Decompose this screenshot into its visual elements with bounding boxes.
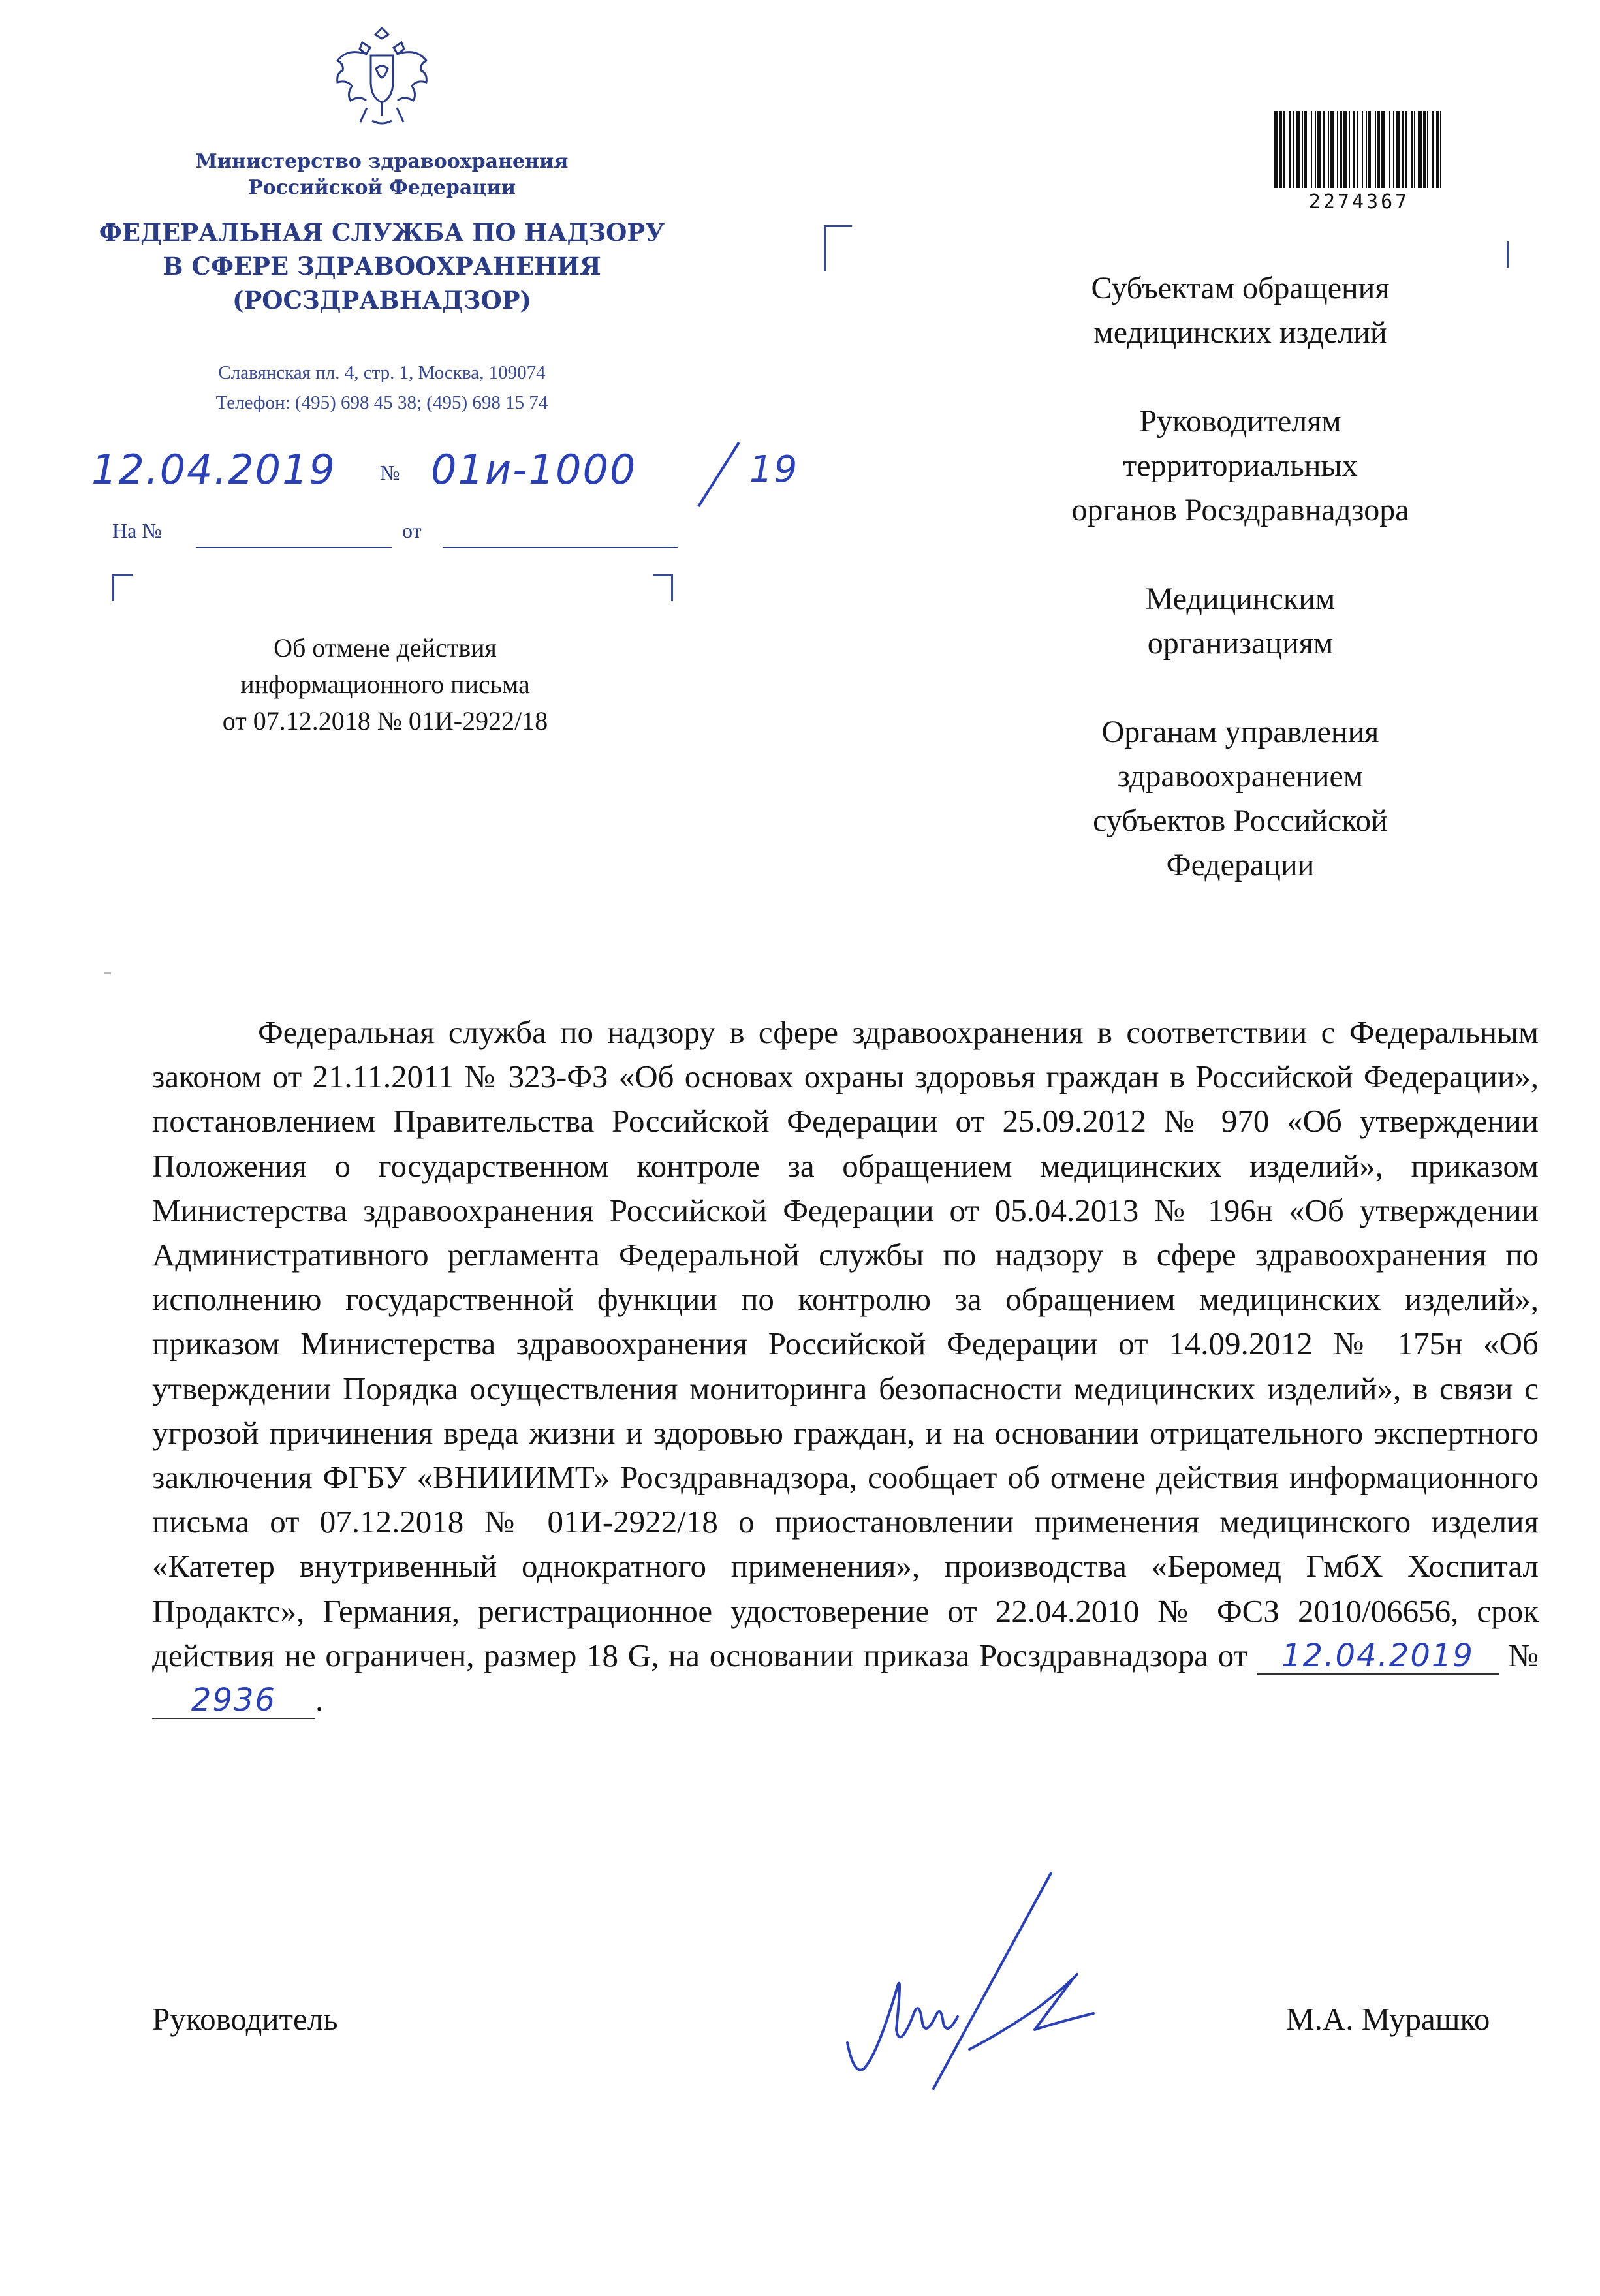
barcode-bar bbox=[1293, 111, 1294, 188]
scan-mark bbox=[104, 972, 111, 974]
barcode-bar bbox=[1393, 111, 1394, 188]
agency-name bbox=[91, 215, 672, 317]
barcode-bar bbox=[1414, 111, 1415, 188]
order-date: 12.04.2019 bbox=[1257, 1638, 1499, 1675]
letter-body bbox=[152, 1010, 1539, 1722]
registration-number-label: № bbox=[380, 461, 400, 484]
subject-line-1: Об отмене действия bbox=[274, 633, 497, 662]
subject-line-2: информационного письма bbox=[240, 670, 530, 699]
barcode-bar bbox=[1296, 111, 1300, 188]
barcode-bar bbox=[1396, 111, 1400, 188]
barcode-bar bbox=[1440, 111, 1441, 188]
body-end-punctuation: . bbox=[315, 1682, 324, 1718]
barcode bbox=[1274, 111, 1444, 194]
barcode-bar bbox=[1368, 111, 1371, 188]
subject-bracket-right bbox=[653, 574, 673, 601]
agency-line-1: ФЕДЕРАЛЬНАЯ СЛУЖБА ПО НАДЗОРУ bbox=[99, 218, 665, 247]
address-line: Славянская пл. 4, стр. 1, Москва, 109074 bbox=[218, 362, 546, 383]
recipient-item: Руководителям территориальных органов Росздравнадзора bbox=[1071, 404, 1409, 527]
barcode-bar bbox=[1323, 111, 1325, 188]
barcode-bar bbox=[1304, 111, 1307, 188]
barcode-bar bbox=[1337, 111, 1338, 188]
barcode-bar bbox=[1283, 111, 1285, 188]
barcode-bar bbox=[1377, 111, 1380, 188]
letter-subject bbox=[114, 630, 656, 739]
phone-line: Телефон: (495) 698 45 38; (495) 698 15 74 bbox=[215, 392, 548, 413]
barcode-bar bbox=[1274, 111, 1278, 188]
reference-from-label: от bbox=[402, 519, 422, 542]
subject-bracket-left bbox=[112, 574, 133, 601]
barcode-bar bbox=[1315, 111, 1316, 188]
reference-date-blank bbox=[443, 547, 678, 548]
agency-line-2: В СФЕРЕ ЗДРАВООХРАНЕНИЯ bbox=[163, 252, 601, 281]
barcode-bar bbox=[1375, 111, 1376, 188]
order-number-label: № bbox=[1508, 1637, 1539, 1673]
handwritten-signature bbox=[836, 1854, 1175, 2115]
address-bracket-right bbox=[1507, 241, 1509, 268]
reference-number-blank bbox=[196, 547, 392, 548]
signer-title: Руководитель bbox=[152, 2001, 338, 2037]
barcode-bar bbox=[1362, 111, 1363, 188]
barcode-bar bbox=[1353, 111, 1355, 188]
barcode-bar bbox=[1343, 111, 1347, 188]
agency-line-3: (РОСЗДРАВНАДЗОР) bbox=[232, 286, 532, 315]
subject-line-3: от 07.12.2018 № 01И-2922/18 bbox=[222, 706, 548, 736]
barcode-bar bbox=[1340, 111, 1342, 188]
recipients-block bbox=[953, 266, 1528, 932]
registration-number: 01и-1000 bbox=[431, 446, 637, 493]
barcode-bar bbox=[1317, 111, 1321, 188]
barcode-bar bbox=[1289, 111, 1291, 188]
recipient-item: Медицинским организациям bbox=[1145, 582, 1336, 660]
ministry-line-2: Российской Федерации bbox=[248, 176, 516, 199]
signer-name: М.А. Мурашко bbox=[1286, 2001, 1490, 2037]
barcode-bar bbox=[1389, 111, 1390, 188]
barcode-bar bbox=[1302, 111, 1303, 188]
barcode-bar bbox=[1330, 111, 1334, 188]
barcode-bar bbox=[1436, 111, 1439, 188]
registration-number-suffix: 19 bbox=[749, 448, 799, 491]
barcode-bar bbox=[1381, 111, 1385, 188]
barcode-bar bbox=[1366, 111, 1367, 188]
barcode-bar bbox=[1328, 111, 1329, 188]
barcode-bar bbox=[1279, 111, 1282, 188]
barcode-bar bbox=[1427, 111, 1428, 188]
address-bracket-left bbox=[824, 225, 852, 271]
barcode-bar bbox=[1432, 111, 1434, 188]
barcode-bar bbox=[1405, 111, 1407, 188]
slash-stroke bbox=[692, 439, 744, 510]
barcode-bar bbox=[1349, 111, 1350, 188]
agency-address bbox=[114, 358, 650, 418]
barcode-bar bbox=[1311, 111, 1312, 188]
barcode-number: 2274367 bbox=[1308, 191, 1410, 213]
order-number: 2936 bbox=[152, 1683, 315, 1719]
barcode-bar bbox=[1357, 111, 1358, 188]
recipient-item: Субъектам обращения медицинских изделий bbox=[1091, 271, 1390, 350]
barcode-bar bbox=[1411, 111, 1413, 188]
body-paragraph: Федеральная служба по надзору в сфере здравоохранения в соответствии с Федеральным законом от 21.11.2011 № 323-ФЗ «Об основах охраны здоровья граждан в Российской Федерации», постановлением Правительства Российской Федерации от 25.09.2012 № 970 «Об утверждении Положения о государственном контроле за обращением медицинских изделий», приказом Министерства здравоохранения Российской Федерации от 05.04.2013 № 196н «Об утверждении Административного регламента Федеральной службы по надзору в сфере здравоохранения по исполнению государственной функции по контролю за обращением медицинских изделий», приказом Министерства здравоохранения Российской Федерации от 14.09.2012 № 175н «Об утверждении Порядка осуществления мониторинга безопасности медицинских изделий», в связи с угрозой причинения вреда жизни и здоровью граждан, и на основании отрицательного экспертного заключения ФГБУ «ВНИИИМТ» Росздравнадзора, сообщает об отмене действия информационного письма от 07.12.2018 № 01И-2922/18 о приостановлении применения медицинского изделия «Катетер внутривенный однократного применения», производства «Беромед ГмбХ Хоспитал Продактс», Германия, регистрационное удостоверение от 22.04.2010 № ФСЗ 2010/06656, срок действия не ограничен, размер 18 G, на основании приказа Росздравнадзора от bbox=[152, 1014, 1539, 1673]
ministry-name bbox=[114, 149, 650, 201]
reference-number-label: На № bbox=[112, 519, 162, 542]
barcode-bar bbox=[1418, 111, 1422, 188]
registration-date: 12.04.2019 bbox=[91, 446, 336, 493]
ministry-line-1: Министерство здравоохранения bbox=[195, 150, 569, 173]
coat-of-arms-icon bbox=[333, 23, 431, 131]
barcode-bar bbox=[1423, 111, 1426, 188]
barcode-bar bbox=[1402, 111, 1404, 188]
recipient-item: Органам управления здравоохранением субъектов Российской Федерации bbox=[1093, 715, 1388, 882]
